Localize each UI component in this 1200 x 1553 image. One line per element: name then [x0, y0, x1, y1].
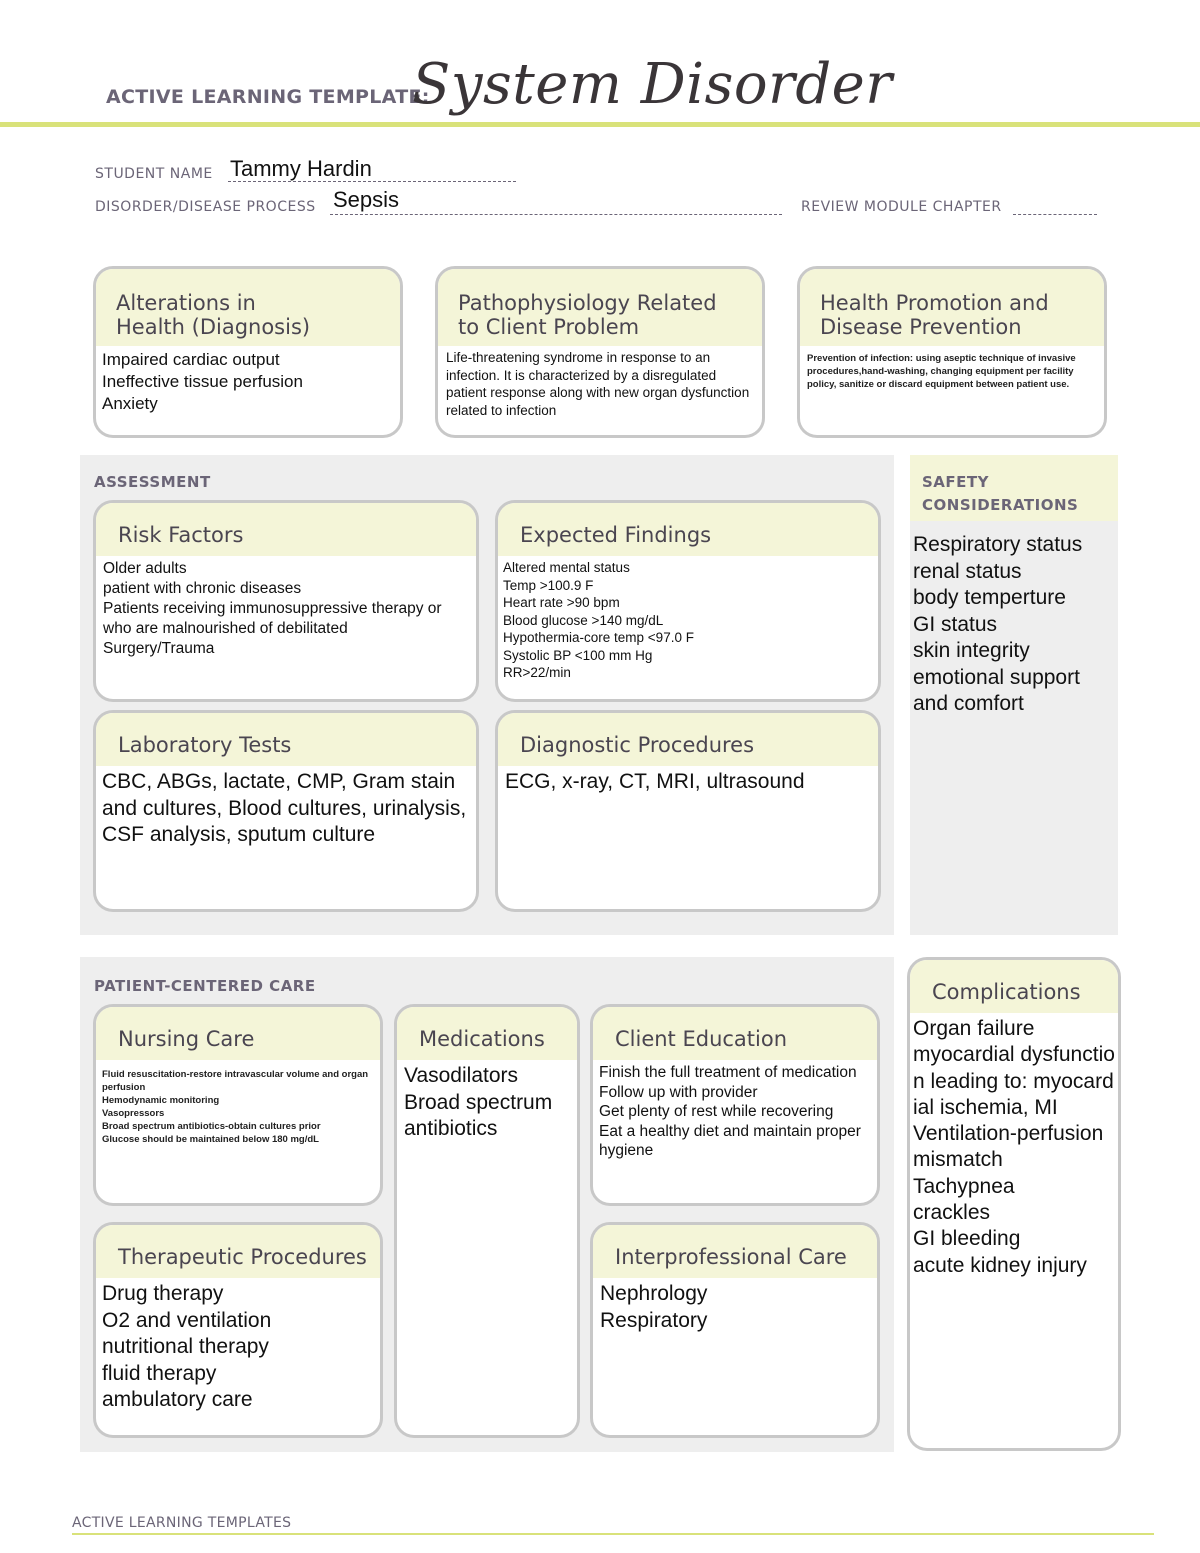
therapeutic-procedures-title: Therapeutic Procedures: [96, 1225, 380, 1278]
footer-label: ACTIVE LEARNING TEMPLATES: [72, 1515, 292, 1531]
safety-body[interactable]: Respiratory status renal status body temperture GI status skin integrity emotional support and comfort: [913, 533, 1083, 715]
client-education-title: Client Education: [593, 1007, 877, 1060]
pathophysiology-title: Pathophysiology Related to Client Problem: [438, 269, 762, 346]
patient-care-title: PATIENT-CENTERED CARE: [94, 977, 316, 995]
disorder-line: [330, 214, 782, 215]
alterations-box: [93, 266, 403, 438]
expected-findings-body[interactable]: Altered mental status Temp >100.9 F Heart rate >90 bpm Blood glucose >140 mg/dL Hypothermia-core temp <97.0 F Systolic BP <100 mm Hg RR>22/min: [503, 560, 694, 680]
footer-divider: [72, 1533, 1154, 1535]
alterations-title: Alterations in Health (Diagnosis): [96, 269, 400, 346]
health-promotion-title: Health Promotion and Disease Prevention: [800, 269, 1104, 346]
complications-box: [907, 957, 1121, 1451]
interprofessional-care-title: Interprofessional Care: [593, 1225, 877, 1278]
client-education-box: [590, 1004, 880, 1206]
risk-factors-box: [93, 500, 479, 702]
client-education-body[interactable]: Finish the full treatment of medication Follow up with provider Get plenty of rest while recovering Eat a healthy diet and maintain proper hygiene: [599, 1064, 861, 1159]
risk-factors-title: Risk Factors: [96, 503, 476, 556]
complications-title: Complications: [910, 960, 1118, 1013]
lab-tests-title: Laboratory Tests: [96, 713, 476, 766]
expected-findings-box: [495, 500, 881, 702]
pathophysiology-box: [435, 266, 765, 438]
lab-tests-body[interactable]: CBC, ABGs, lactate, CMP, Gram stain and cultures, Blood cultures, urinalysis, CSF analysis, sputum culture: [102, 770, 467, 846]
interprofessional-care-box: [590, 1222, 880, 1438]
medications-box: [394, 1004, 580, 1438]
diagnostic-procedures-box: [495, 710, 881, 912]
nursing-care-box: [93, 1004, 383, 1206]
complications-body[interactable]: Organ failure myocardial dysfunction leading to: myocardial ischemia, MI Ventilation-perfusion mismatch Tachypnea crackles GI bleeding acute kidney injury: [913, 1017, 1115, 1277]
diagnostic-procedures-body[interactable]: ECG, x-ray, CT, MRI, ultrasound: [505, 770, 805, 793]
medications-title: Medications: [397, 1007, 577, 1060]
health-promotion-body[interactable]: Prevention of infection: using aseptic technique of invasive procedures,hand-washing, changing equipment per facility policy, sanitize or discard equipment between patient use.: [807, 353, 1076, 390]
nursing-care-title: Nursing Care: [96, 1007, 380, 1060]
alterations-body[interactable]: Impaired cardiac output Ineffective tissue perfusion Anxiety: [102, 350, 303, 413]
assessment-title: ASSESSMENT: [94, 473, 211, 491]
student-name-label: STUDENT NAME: [95, 166, 213, 182]
nursing-care-body[interactable]: Fluid resuscitation-restore intravascular volume and organ perfusion Hemodynamic monitoring Vasopressors Broad spectrum antibiotics-obtain cultures prior Glucose should be maintained below 180 mg/dL: [102, 1069, 369, 1145]
review-chapter-line[interactable]: [1013, 214, 1097, 215]
template-label: ACTIVE LEARNING TEMPLATE:: [106, 86, 430, 108]
expected-findings-title: Expected Findings: [498, 503, 878, 556]
diagnostic-procedures-title: Diagnostic Procedures: [498, 713, 878, 766]
disorder-value[interactable]: Sepsis: [333, 187, 400, 212]
disorder-label: DISORDER/DISEASE PROCESS: [95, 199, 316, 215]
review-chapter-label: REVIEW MODULE CHAPTER: [801, 199, 1002, 215]
header-divider: [0, 122, 1200, 127]
pathophysiology-body[interactable]: Life-threatening syndrome in response to an infection. It is characterized by a disregulated patient response along with new organ dysfunction related to infection: [446, 350, 750, 418]
student-name-value[interactable]: Tammy Hardin: [230, 156, 372, 181]
lab-tests-box: [93, 710, 479, 912]
risk-factors-body[interactable]: Older adults patient with chronic diseases Patients receiving immunosuppressive therapy or who are malnourished of debilitated Surgery/Trauma: [103, 560, 442, 657]
therapeutic-procedures-body[interactable]: Drug therapy O2 and ventilation nutritional therapy fluid therapy ambulatory care: [102, 1282, 272, 1411]
interprofessional-care-body[interactable]: Nephrology Respiratory: [600, 1282, 708, 1332]
health-promotion-box: [797, 266, 1107, 438]
therapeutic-procedures-box: [93, 1222, 383, 1438]
medications-body[interactable]: Vasodilators Broad spectrum antibiotics: [404, 1064, 553, 1140]
page-title: System Disorder: [412, 52, 893, 117]
safety-title: SAFETY CONSIDERATIONS: [910, 455, 1118, 521]
